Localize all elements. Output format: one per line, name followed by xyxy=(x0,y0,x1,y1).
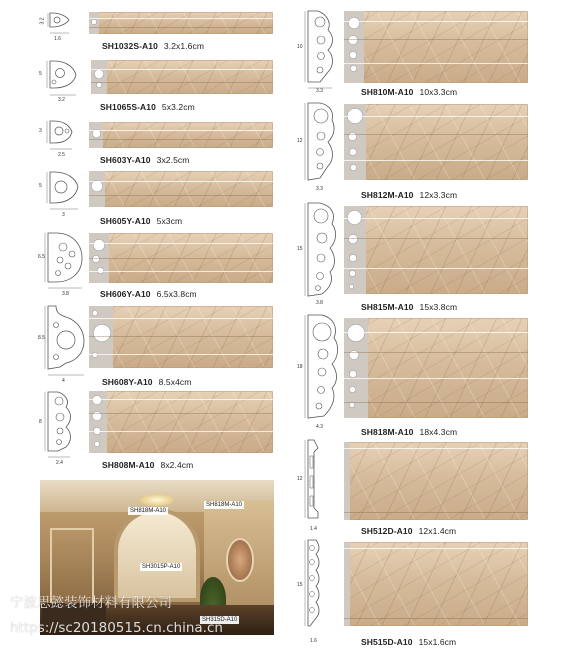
product-code: SH1065S-A10 xyxy=(100,102,156,112)
photo-tag-sh3015p: SH3015P-A10 xyxy=(142,564,181,570)
photo-tag-sh818m-right: SH818M-A10 xyxy=(206,502,243,508)
marble-strip xyxy=(89,233,273,283)
product-caption xyxy=(361,526,456,536)
dim-width: 2.4 xyxy=(56,460,63,466)
interior-application-photo xyxy=(40,480,274,635)
product-sh815m xyxy=(296,200,536,304)
profile-drawing-sh606y xyxy=(36,230,92,292)
marble-strip xyxy=(344,318,528,418)
dim-height: 6.5 xyxy=(38,254,45,260)
dim-height: 15 xyxy=(297,582,303,588)
dim-width: 3.2 xyxy=(58,97,65,103)
product-code: SH515D-A10 xyxy=(361,637,413,647)
product-code: SH605Y-A10 xyxy=(100,216,151,226)
product-sh808m xyxy=(36,389,276,471)
marble-strip xyxy=(344,11,528,83)
wall-medallion xyxy=(228,540,252,580)
marble-strip xyxy=(91,60,273,94)
product-code: SH812M-A10 xyxy=(361,190,414,200)
product-sh603y xyxy=(36,118,276,166)
product-sh605y xyxy=(36,169,276,227)
dim-width: 3 xyxy=(62,212,65,218)
product-code: SH808M-A10 xyxy=(102,460,155,470)
product-caption xyxy=(102,41,204,51)
dim-height: 15 xyxy=(297,246,303,252)
dim-width: 3.3 xyxy=(316,88,323,94)
product-caption xyxy=(100,216,182,226)
dim-height: 8 xyxy=(39,419,42,425)
dim-height: 12 xyxy=(297,476,303,482)
marble-strip xyxy=(89,122,273,148)
product-size: 12x1.4cm xyxy=(418,526,457,536)
product-size: 10x3.3cm xyxy=(419,87,458,97)
marble-strip xyxy=(89,12,273,34)
marble-strip xyxy=(89,306,273,368)
dim-width: 1.4 xyxy=(310,526,317,532)
product-code: SH512D-A10 xyxy=(361,526,413,536)
dim-width: 3.8 xyxy=(316,300,323,306)
marble-strip xyxy=(344,542,528,626)
product-code: SH1032S-A10 xyxy=(102,41,158,51)
product-sh1032s xyxy=(36,8,276,52)
watermark-company: 宁波思懿装饰材料有限公司 xyxy=(10,595,172,611)
dim-height: 8.5 xyxy=(38,335,45,341)
photo-tag-sh315d: SH315D-A10 xyxy=(202,617,238,623)
marble-strip xyxy=(89,171,273,207)
dim-height: 3.2 xyxy=(39,17,46,25)
product-code: SH603Y-A10 xyxy=(100,155,151,165)
product-size: 5x3.2cm xyxy=(161,102,195,112)
product-code: SH606Y-A10 xyxy=(100,289,151,299)
product-code: SH815M-A10 xyxy=(361,302,414,312)
product-size: 8.5x4cm xyxy=(158,377,192,387)
product-sh515d xyxy=(296,536,536,636)
profile-drawing-sh608y xyxy=(36,303,92,383)
product-sh812m xyxy=(296,100,536,190)
profile-drawing-sh1065s xyxy=(36,57,92,101)
marble-strip xyxy=(344,206,528,294)
dim-width: 4.3 xyxy=(316,424,323,430)
dim-width: 4 xyxy=(62,378,65,384)
product-caption xyxy=(361,87,457,97)
product-caption xyxy=(361,637,456,647)
dim-height: 5 xyxy=(39,183,42,189)
product-caption xyxy=(100,289,197,299)
arched-doorway xyxy=(118,512,196,598)
dim-height: 18 xyxy=(297,364,303,370)
profile-drawing-sh605y xyxy=(36,169,92,215)
product-size: 5x3cm xyxy=(156,216,183,226)
watermark-url: https://sc20180515.cn.china.cn xyxy=(10,620,223,636)
product-caption xyxy=(100,155,189,165)
dim-height: 12 xyxy=(297,138,303,144)
product-code: SH810M-A10 xyxy=(361,87,414,97)
product-size: 6.5x3.8cm xyxy=(156,289,197,299)
product-size: 12x3.3cm xyxy=(419,190,458,200)
marble-strip xyxy=(344,104,528,180)
product-sh608y xyxy=(36,303,276,389)
dim-height: 3 xyxy=(39,128,42,134)
product-caption xyxy=(102,377,191,387)
dim-width: 3.3 xyxy=(316,186,323,192)
dim-width: 1.6 xyxy=(310,638,317,644)
profile-drawing-sh808m xyxy=(36,389,92,465)
product-size: 3.2x1.6cm xyxy=(163,41,205,51)
product-caption xyxy=(102,460,193,470)
dim-height: 5 xyxy=(39,71,42,77)
product-caption xyxy=(361,190,457,200)
product-sh512d xyxy=(296,436,536,526)
product-size: 15x1.6cm xyxy=(418,637,457,647)
profile-drawing-sh1032s xyxy=(36,8,90,48)
product-size: 8x2.4cm xyxy=(160,460,194,470)
product-code: SH818M-A10 xyxy=(361,427,414,437)
dim-width: 1.6 xyxy=(54,36,61,42)
product-sh1065s xyxy=(36,57,276,113)
dim-width: 3.8 xyxy=(62,291,69,297)
product-sh606y xyxy=(36,230,276,300)
marble-strip xyxy=(89,391,273,453)
product-caption xyxy=(100,102,195,112)
marble-strip xyxy=(344,442,528,520)
product-size: 3x2.5cm xyxy=(156,155,190,165)
chandelier xyxy=(140,494,174,506)
dim-height: 10 xyxy=(297,44,303,50)
product-size: 15x3.8cm xyxy=(419,302,458,312)
product-caption xyxy=(361,302,457,312)
product-sh818m xyxy=(296,312,536,424)
product-size: 18x4.3cm xyxy=(419,427,458,437)
product-code: SH608Y-A10 xyxy=(102,377,153,387)
photo-tag-sh818m-left: SH818M-A10 xyxy=(130,508,167,514)
dim-width: 2.5 xyxy=(58,152,65,158)
